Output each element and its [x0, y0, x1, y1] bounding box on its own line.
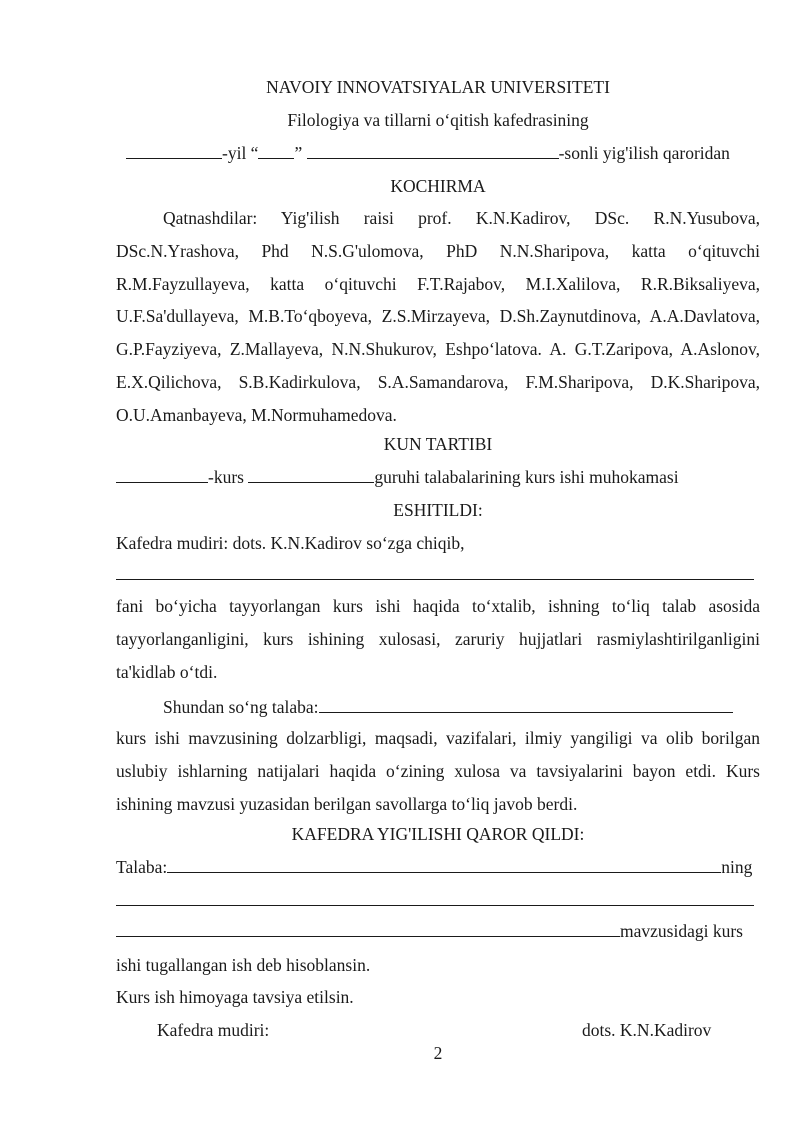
course-blank[interactable]	[116, 467, 208, 483]
quote-close: ”	[294, 143, 303, 163]
page-number: 2	[433, 1043, 443, 1063]
subject-blank[interactable]	[116, 579, 754, 580]
meeting-number-blank[interactable]	[307, 143, 559, 159]
meeting-tail: -sonli yig'ilish qaroridan	[558, 143, 730, 163]
group-blank[interactable]	[248, 467, 374, 483]
decision-student-line	[116, 856, 752, 878]
decision-title: KAFEDRA YIG'ILISHI QAROR QILDI:	[291, 824, 585, 844]
decision-line-1: ishi tugallangan ish deb hisoblansin.	[116, 955, 371, 975]
university-name: NAVOIY INNOVATSIYALAR UNIVERSITETI	[266, 77, 610, 97]
heard-title: ESHITILDI:	[393, 500, 483, 520]
decision-ning: ning	[721, 857, 753, 877]
heard-paragraph: fani bo‘yicha tayyorlangan kurs ishi haqida to‘xtalib, ishning to‘liq talab asosida tayyorlanganligini, kurs ishining xulosasi, zaruriy hujjatlari rasmiylashtirilganligini ta'kidlab o‘tdi.	[116, 596, 760, 682]
decision-line-2: Kurs ish himoyaga tavsiya etilsin.	[116, 987, 354, 1007]
agenda-kurs: -kurs	[208, 467, 249, 487]
meeting-date-line	[126, 142, 730, 164]
topic-blank-1[interactable]	[116, 905, 754, 906]
document-title: KOCHIRMA	[390, 176, 486, 196]
topic-blank-2[interactable]	[116, 921, 620, 937]
agenda-text: guruhi talabalarining kurs ishi muhokamasi	[374, 467, 679, 487]
student-intro: Shundan so‘ng talaba:	[163, 697, 319, 717]
topic-line	[116, 920, 743, 942]
agenda-line	[116, 466, 679, 488]
decision-student-label: Talaba:	[116, 857, 168, 877]
student-line	[163, 696, 733, 718]
topic-suffix: mavzusidagi kurs	[620, 921, 743, 941]
department-name: Filologiya va tillarni o‘qitish kafedrasining	[287, 110, 589, 130]
agenda-title: KUN TARTIBI	[383, 434, 493, 454]
day-blank[interactable]	[258, 143, 294, 159]
decision-student-blank[interactable]	[167, 857, 721, 873]
signature-name: dots. K.N.Kadirov	[582, 1020, 712, 1040]
year-suffix: -yil “	[222, 143, 259, 163]
attendees-paragraph: Qatnashdilar: Yig'ilish raisi prof. K.N.Kadirov, DSc. R.N.Yusubova, DSc.N.Yrashova, Phd N.S.G'ulomova, PhD N.N.Sharipova, katta o‘qituvchi R.M.Fayzullayeva, katta o‘qituvchi F.T.Rajabov, M.I.Xalilova, R.R.Biksaliyeva, U.F.Sa'dullayeva, M.B.To‘qboyeva, Z.S.Mirzayeva, D.Sh.Zaynutdinova, A.A.Davlatova, G.P.Fayziyeva, Z.Mallayeva, N.N.Shukurov, Eshpo‘latova. A. G.T.Zaripova, A.Aslonov, E.X.Qilichova, S.B.Kadirkulova, S.A.Samandarova, F.M.Sharipova, D.K.Sharipova, O.U.Amanbayeva, M.Normuhamedova.	[116, 208, 760, 425]
student-name-blank[interactable]	[319, 697, 733, 713]
speaker-line: Kafedra mudiri: dots. K.N.Kadirov so‘zga chiqib,	[116, 533, 465, 553]
student-paragraph: kurs ishi mavzusining dolzarbligi, maqsadi, vazifalari, ilmiy yangiligi va olib borilgan uslubiy ishlarning natijalari haqida o‘zining xulosa va tavsiyalarini bayon etdi. Kurs ishining mavzusi yuzasidan berilgan savollarga to‘liq javob berdi.	[116, 728, 760, 814]
year-blank[interactable]	[126, 143, 222, 159]
signature-role: Kafedra mudiri:	[157, 1020, 270, 1040]
